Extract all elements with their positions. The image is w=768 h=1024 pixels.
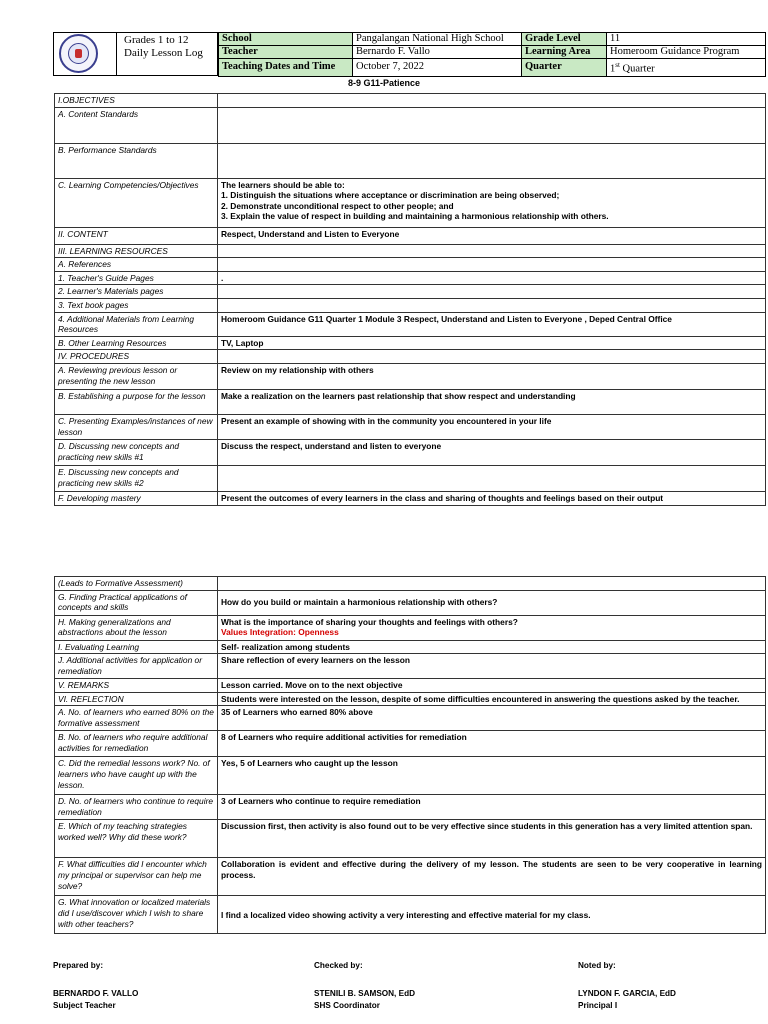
- row-label-objectives: I.OBJECTIVES: [55, 94, 218, 108]
- form-title-grades: Grades 1 to 12: [124, 34, 189, 46]
- row-label-other-resources: B. Other Learning Resources: [55, 336, 218, 350]
- row-label-textbook-pages: 3. Text book pages: [55, 298, 218, 312]
- checked-by-label: Checked by:: [314, 961, 363, 970]
- row-label-remarks: V. REMARKS: [55, 679, 218, 693]
- prepared-by-label: Prepared by:: [53, 961, 104, 970]
- form-title-dll: Daily Lesson Log: [124, 47, 203, 59]
- additional-materials-value: Homeroom Guidance G11 Quarter 1 Module 3 Respect, Understand and Listen to Everyone , Deped Central Office: [218, 312, 766, 336]
- generalizations-value: What is the importance of sharing your thoughts and feelings with others? Values Integration: Openness: [218, 615, 766, 640]
- row-label-content-standards: A. Content Standards: [55, 107, 218, 143]
- row-label-developing-mastery: F. Developing mastery: [55, 491, 218, 505]
- row-label-earned-80: A. No. of learners who earned 80% on the formative assessment: [55, 706, 218, 731]
- row-label-teaching-strategies: E. Which of my teaching strategies worked well? Why did these work?: [55, 820, 218, 858]
- row-label-practical-applications: G. Finding Practical applications of concepts and skills: [55, 590, 218, 615]
- additional-activities-value: Share reflection of every learners on the lesson: [218, 654, 766, 679]
- teaching-strategies-value: Discussion first, then activity is also found out to be very effective since students in this generation has a very limited attention span.: [218, 820, 766, 858]
- quarter-label: Quarter: [522, 59, 607, 77]
- noted-by-label: Noted by:: [578, 961, 616, 970]
- row-label-difficulties: F. What difficulties did I encounter which my principal or supervisor can help me solve?: [55, 858, 218, 896]
- grade-level-value: 11: [607, 33, 766, 46]
- teacher-label: Teacher: [219, 46, 353, 59]
- row-label-additional-materials: 4. Additional Materials from Learning Resources: [55, 312, 218, 336]
- row-label-learners-materials: 2. Learner's Materials pages: [55, 285, 218, 299]
- learning-area-label: Learning Area: [522, 46, 607, 59]
- require-remediation-value: 8 of Learners who require additional activities for remediation: [218, 731, 766, 757]
- deped-seal-logo: [59, 34, 98, 73]
- row-label-continue-remediation: D. No. of learners who continue to require remediation: [55, 795, 218, 820]
- teaching-dates-label: Teaching Dates and Time: [219, 59, 353, 77]
- teachers-guide-value: .: [218, 271, 766, 285]
- teacher-value: Bernardo F. Vallo: [353, 46, 522, 59]
- row-label-discussing-1: D. Discussing new concepts and practicing new skills #1: [55, 439, 218, 465]
- row-label-learning-resources: III. LEARNING RESOURCES: [55, 244, 218, 258]
- learning-area-value: Homeroom Guidance Program: [607, 46, 766, 59]
- logo-box: [53, 32, 117, 76]
- prepared-by-role: Subject Teacher: [53, 1001, 116, 1010]
- row-label-evaluating: I. Evaluating Learning: [55, 640, 218, 654]
- school-value: Pangalangan National High School: [353, 33, 522, 46]
- reviewing-value: Review on my relationship with others: [218, 363, 766, 389]
- row-label-discussing-2: E. Discussing new concepts and practicing new skills #2: [55, 465, 218, 491]
- lesson-log-table-1: [54, 93, 766, 506]
- content-value: Respect, Understand and Listen to Everyone: [218, 227, 766, 244]
- row-label-additional-activities: J. Additional activities for application or remediation: [55, 654, 218, 679]
- row-label-teachers-guide: 1. Teacher's Guide Pages: [55, 271, 218, 285]
- reflection-value: Students were interested on the lesson, despite of some difficulties encountered in answering the questions asked by the teacher.: [218, 692, 766, 706]
- row-label-generalizations: H. Making generalizations and abstractions about the lesson: [55, 615, 218, 640]
- innovation-value: I find a localized video showing activity a very interesting and effective material for my class.: [218, 896, 766, 934]
- school-label: School: [219, 33, 353, 46]
- row-label-require-remediation: B. No. of learners who require additional activities for remediation: [55, 731, 218, 757]
- header-table: [218, 32, 766, 77]
- remarks-value: Lesson carried. Move on to the next objective: [218, 679, 766, 693]
- other-resources-value: TV, Laptop: [218, 336, 766, 350]
- establishing-value: Make a realization on the learners past relationship that show respect and understanding: [218, 389, 766, 414]
- checked-by-name: STENILI B. SAMSON, EdD: [314, 989, 415, 998]
- row-label-competencies: C. Learning Competencies/Objectives: [55, 178, 218, 227]
- quarter-value: 1st Quarter: [607, 59, 766, 77]
- row-label-innovation: G. What innovation or localized materials did I use/discover which I wish to share with other teachers?: [55, 896, 218, 934]
- row-label-formative: (Leads to Formative Assessment): [55, 577, 218, 591]
- row-label-content: II. CONTENT: [55, 227, 218, 244]
- noted-by-name: LYNDON F. GARCIA, EdD: [578, 989, 676, 998]
- remedial-work-value: Yes, 5 of Learners who caught up the lesson: [218, 757, 766, 795]
- evaluating-value: Self- realization among students: [218, 640, 766, 654]
- lesson-log-table-2: [54, 576, 766, 934]
- section-title: 8-9 G11-Patience: [347, 78, 421, 88]
- row-label-reflection: VI. REFLECTION: [55, 692, 218, 706]
- row-label-remedial-work: C. Did the remedial lessons work? No. of learners who have caught up with the lesson.: [55, 757, 218, 795]
- continue-remediation-value: 3 of Learners who continue to require remediation: [218, 795, 766, 820]
- values-integration: Values Integration: Openness: [221, 627, 339, 638]
- row-label-reviewing: A. Reviewing previous lesson or presenting the new lesson: [55, 363, 218, 389]
- developing-mastery-value: Present the outcomes of every learners in the class and sharing of thoughts and feelings based on their output: [218, 491, 766, 505]
- teaching-dates-value: October 7, 2022: [353, 59, 522, 77]
- prepared-by-name: BERNARDO F. VALLO: [53, 989, 139, 998]
- row-label-references: A. References: [55, 258, 218, 272]
- row-label-performance-standards: B. Performance Standards: [55, 143, 218, 178]
- checked-by-role: SHS Coordinator: [314, 1001, 380, 1010]
- competencies-value: The learners should be able to: 1. Distinguish the situations where acceptance or discrimination are being observed; 2. Demonstrate unconditional respect to other people; and 3. Explain the value of respect in building and maintaining a harmonious relationship with others.: [218, 178, 766, 227]
- row-label-procedures: IV. PROCEDURES: [55, 350, 218, 364]
- noted-by-block: [578, 988, 676, 1012]
- difficulties-value: Collaboration is evident and effective during the delivery of my lesson. The students are seen to be very cooperative in learning process.: [218, 858, 766, 896]
- grade-level-label: Grade Level: [522, 33, 607, 46]
- presenting-value: Present an example of showing with in the community you encountered in your life: [218, 414, 766, 439]
- practical-applications-value: How do you build or maintain a harmonious relationship with others?: [218, 590, 766, 615]
- form-title: [117, 32, 218, 76]
- checked-by-block: [314, 988, 415, 1012]
- row-label-establishing: B. Establishing a purpose for the lesson: [55, 389, 218, 414]
- earned-80-value: 35 of Learners who earned 80% above: [218, 706, 766, 731]
- discussing-1-value: Discuss the respect, understand and listen to everyone: [218, 439, 766, 465]
- noted-by-role: Principal I: [578, 1001, 618, 1010]
- row-label-presenting: C. Presenting Examples/instances of new lesson: [55, 414, 218, 439]
- prepared-by-block: [53, 988, 138, 1012]
